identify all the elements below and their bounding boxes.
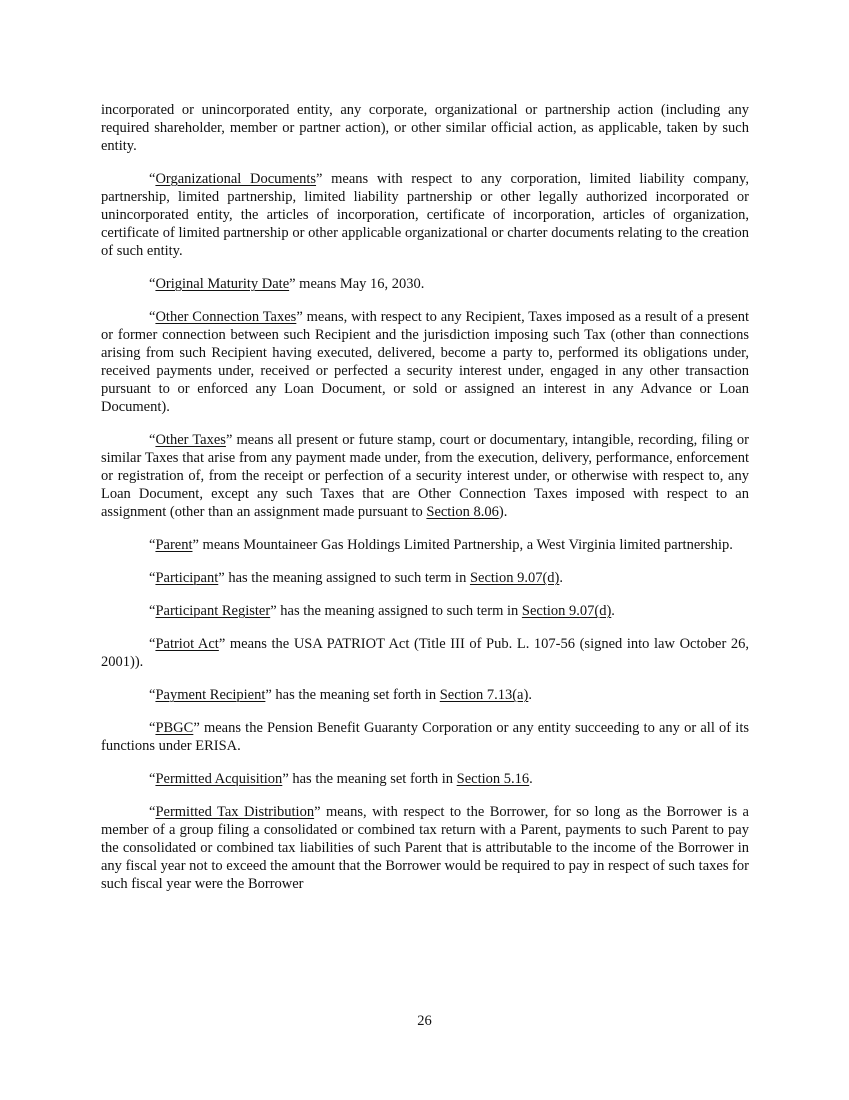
paragraph-text: “ [149, 309, 156, 325]
definition-paragraph [101, 803, 749, 893]
paragraph-text: . [528, 687, 532, 703]
paragraph-text: “ [149, 537, 156, 553]
definition-paragraph [101, 275, 749, 293]
definition-paragraph [101, 536, 749, 554]
defined-term: Participant Register [155, 603, 271, 619]
section-reference: Section 7.13(a) [439, 687, 529, 703]
defined-term: Other Connection Taxes [155, 309, 297, 325]
paragraph-text: . [559, 570, 563, 586]
defined-term: Original Maturity Date [155, 276, 290, 292]
section-reference: Section 9.07(d) [469, 570, 560, 586]
continued-paragraph [101, 101, 749, 155]
definition-paragraph [101, 569, 749, 587]
paragraph-text: “ [149, 570, 156, 586]
paragraph-text: ” means the Pension Benefit Guaranty Corporation or any entity succeeding to any or all of its functions under ERISA. [101, 720, 749, 754]
paragraph-text: ” has the meaning set forth in [265, 687, 440, 703]
document-page [101, 101, 749, 908]
paragraph-text: “ [149, 432, 156, 448]
defined-term: Participant [155, 570, 219, 586]
definition-paragraph [101, 770, 749, 788]
defined-term: Payment Recipient [155, 687, 266, 703]
paragraph-text: ” means with respect to any corporation, limited liability company, partnership, limited partnership, limited liability partnership or other legally authorized incorporated or unincorporated entity, the articles of incorporation, certificate of incorporation, articles of organization, certificate of limited partnership or other applicable organizational or charter documents relating to the creation of such entity. [101, 171, 749, 259]
paragraph-text: incorporated or unincorporated entity, any corporate, organizational or partnership action (including any required shareholder, member or partner action), or other similar official action, as applicable, taken by such entity. [101, 102, 749, 154]
paragraph-text: “ [149, 636, 156, 652]
paragraph-text: ” means, with respect to any Recipient, Taxes imposed as a result of a present or former connection between such Recipient and the jurisdiction imposing such Tax (other than connections arising from such Recipient having executed, delivered, become a party to, performed its obligations under, received payments under, received or perfected a security interest under, engaged in any other transaction pursuant to or enforced any Loan Document, or sold or assigned an interest in any Advance or Loan Document). [101, 309, 749, 415]
defined-term: Parent [155, 537, 193, 553]
defined-term: Permitted Tax Distribution [155, 804, 315, 820]
paragraph-text: “ [149, 276, 156, 292]
paragraph-text: “ [149, 171, 156, 187]
defined-term: PBGC [155, 720, 194, 736]
definition-paragraph [101, 308, 749, 416]
paragraph-text: “ [149, 771, 156, 787]
defined-term: Permitted Acquisition [155, 771, 283, 787]
definition-paragraph [101, 602, 749, 620]
section-reference: Section 9.07(d) [521, 603, 612, 619]
paragraph-text: ). [498, 504, 508, 520]
defined-term: Patriot Act [155, 636, 219, 652]
definition-paragraph [101, 635, 749, 671]
defined-term: Organizational Documents [155, 171, 317, 187]
section-reference: Section 5.16 [456, 771, 530, 787]
definition-paragraph [101, 170, 749, 260]
definitions-section [101, 101, 749, 893]
definition-paragraph [101, 686, 749, 704]
paragraph-text: “ [149, 720, 156, 736]
paragraph-text: ” means May 16, 2030. [289, 276, 425, 292]
paragraph-text: “ [149, 603, 156, 619]
paragraph-text: . [611, 603, 615, 619]
paragraph-text: ” means all present or future stamp, court or documentary, intangible, recording, filing or similar Taxes that arise from any payment made under, from the execution, delivery, performance, enforcement or registration of, from the receipt or perfection of a security interest under, or otherwise with respect to, any Loan Document, except any such Taxes that are Other Connection Taxes imposed with respect to an assignment (other than an assignment made pursuant to [101, 432, 749, 520]
paragraph-text: ” has the meaning assigned to such term in [218, 570, 470, 586]
section-reference: Section 8.06 [426, 504, 499, 520]
paragraph-text: . [529, 771, 533, 787]
defined-term: Other Taxes [155, 432, 226, 448]
definition-paragraph [101, 719, 749, 755]
paragraph-text: ” means, with respect to the Borrower, for so long as the Borrower is a member of a group filing a consolidated or combined tax return with a Parent, payments to such Parent to pay the consolidated or combined tax liabilities of such Parent that is attributable to the income of the Borrower in any fiscal year not to exceed the amount that the Borrower would be required to pay in respect of such taxes for such fiscal year were the Borrower [101, 804, 749, 892]
paragraph-text: “ [149, 687, 156, 703]
page-number: 26 [417, 1013, 432, 1029]
paragraph-text: ” means Mountaineer Gas Holdings Limited Partnership, a West Virginia limited partnership. [192, 537, 733, 553]
paragraph-text: ” has the meaning set forth in [282, 771, 457, 787]
definition-paragraph [101, 431, 749, 521]
paragraph-text: ” has the meaning assigned to such term in [270, 603, 522, 619]
paragraph-text: “ [149, 804, 156, 820]
paragraph-text: ” means the USA PATRIOT Act (Title III of Pub. L. 107-56 (signed into law October 26, 2001)). [101, 636, 749, 670]
